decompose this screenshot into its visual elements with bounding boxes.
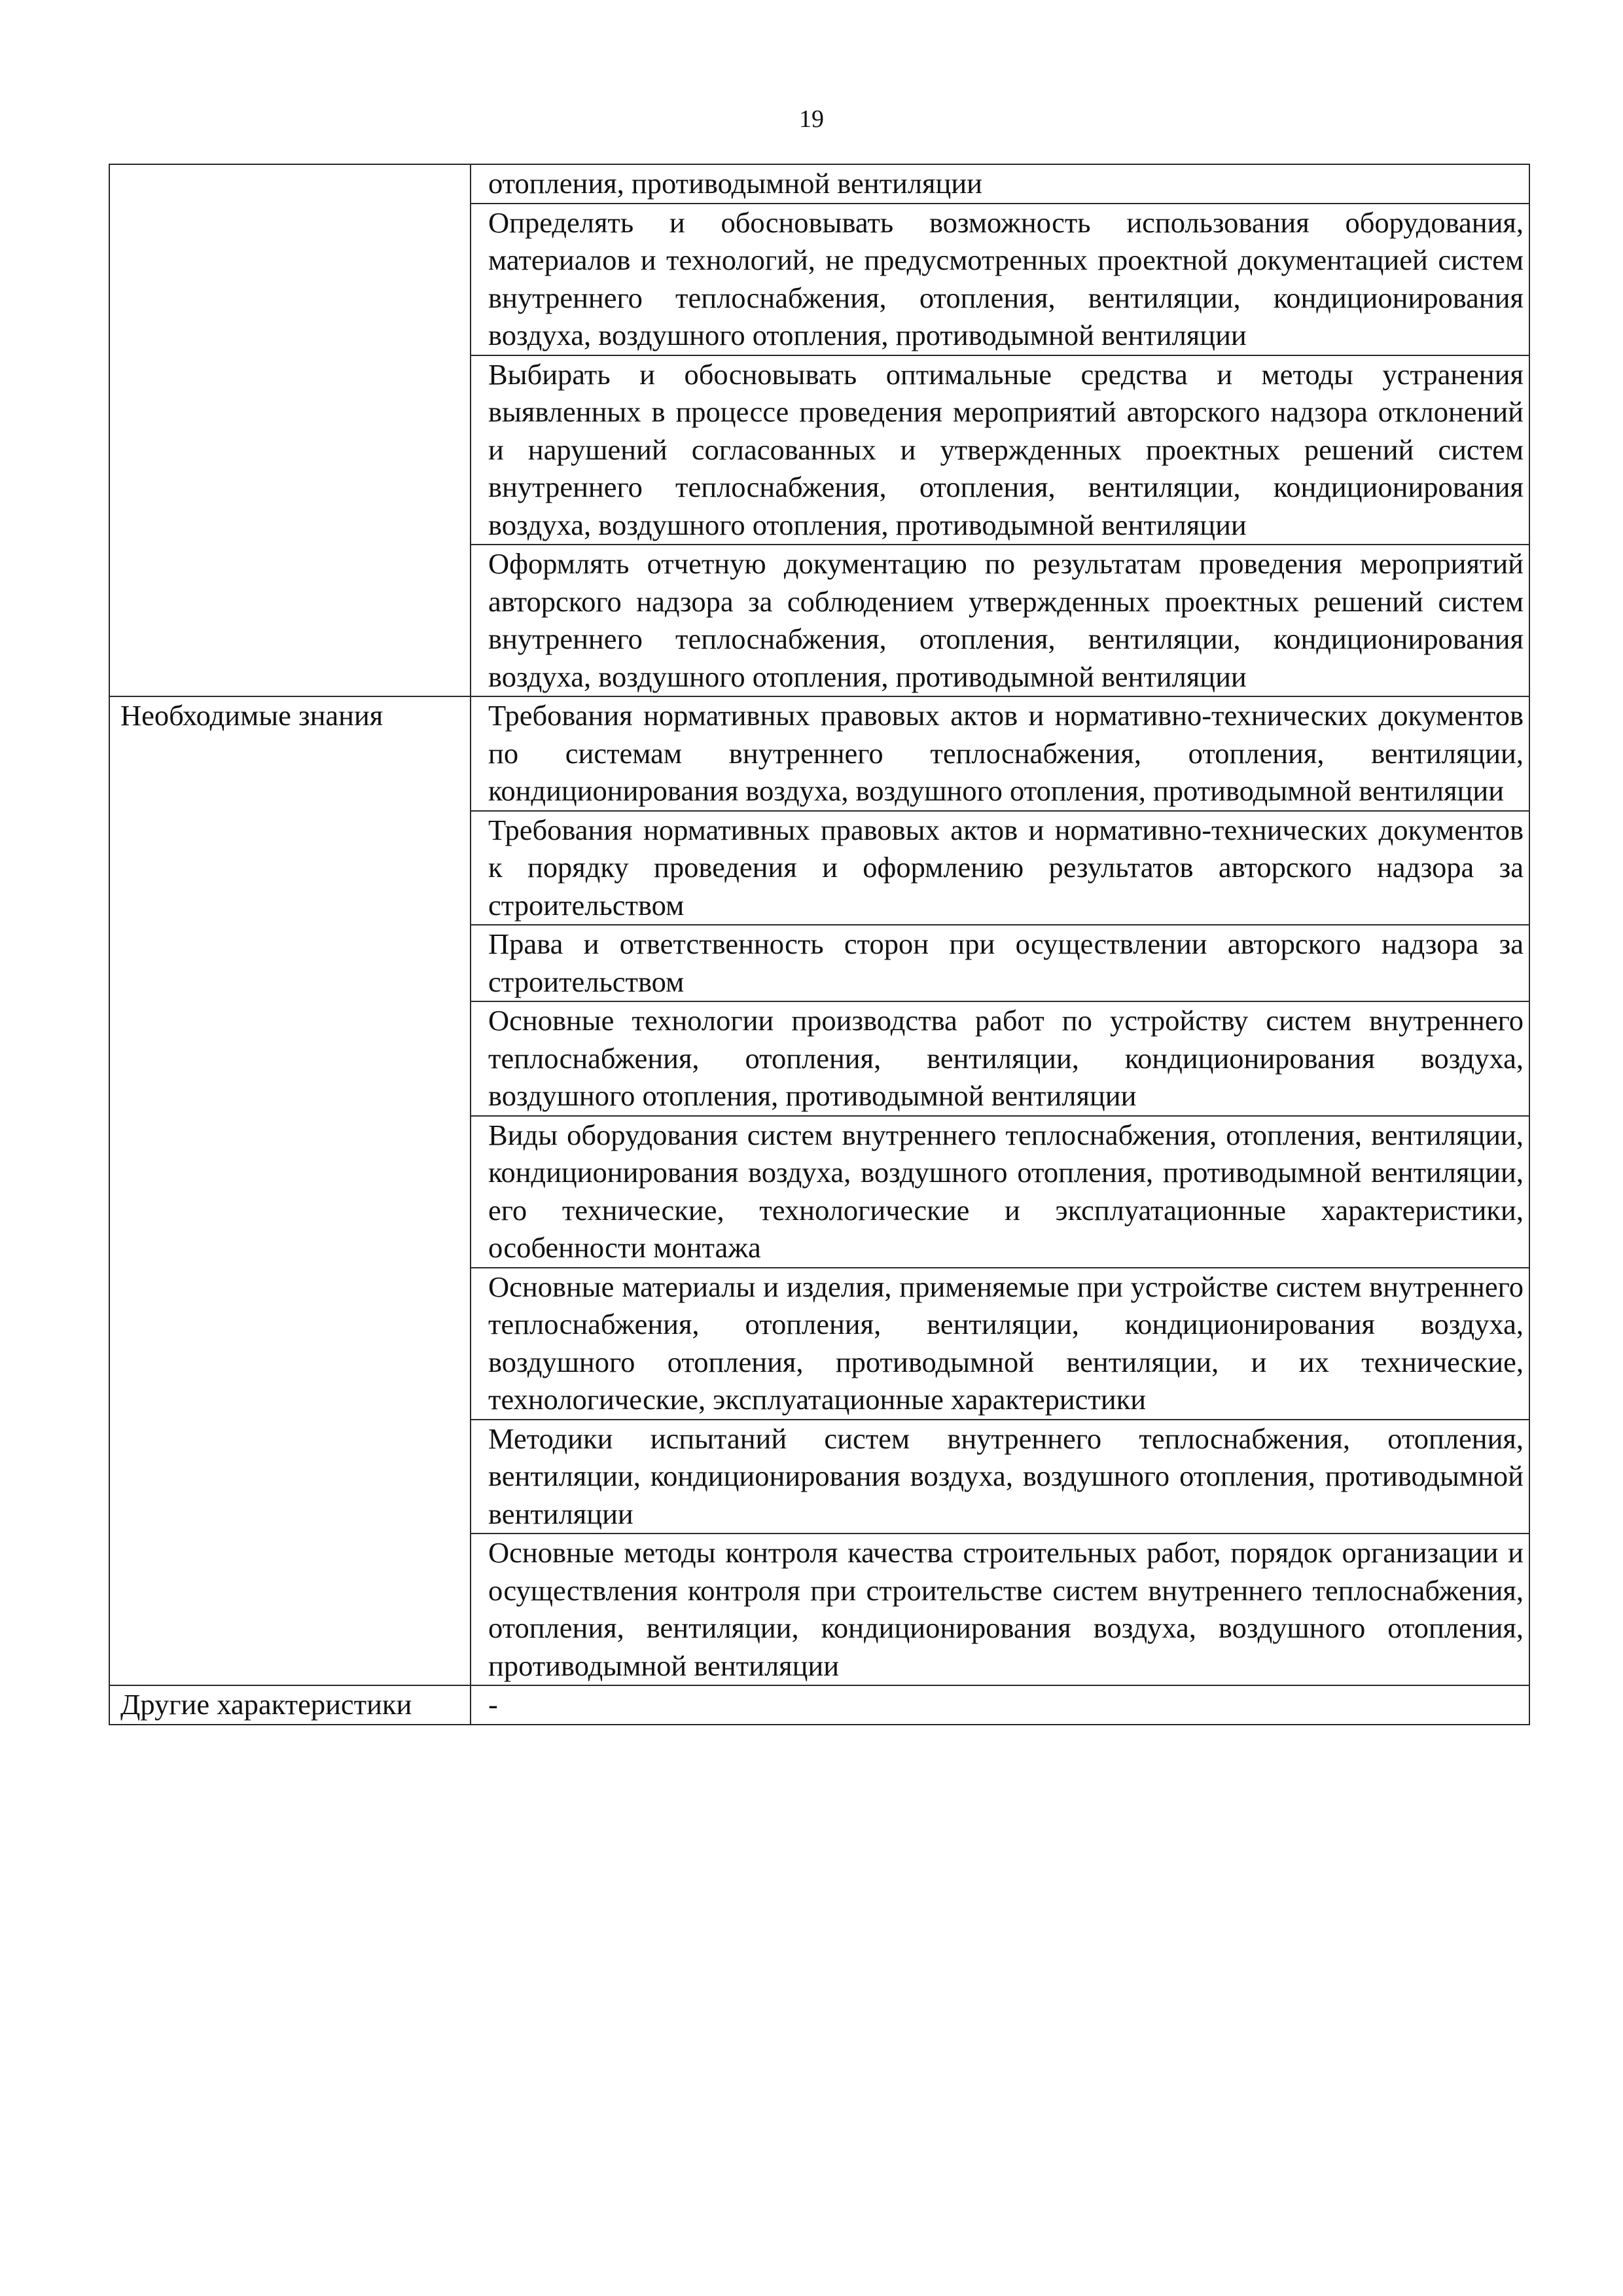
other-item: - — [471, 1685, 1529, 1725]
knowledge-item: Основные технологии производства работ по устройству систем внутреннего теплоснабжения, отопления, вентиляции, кондиционирования воздуха, воздушного отопления, противодымной вентиляции — [471, 1001, 1529, 1116]
knowledge-item: Виды оборудования систем внутреннего теплоснабжения, отопления, вентиляции, кондиционирования воздуха, воздушного отопления, противодымной вентиляции, его технические, технологические и эксплуатационные характеристики, особенности монтажа — [471, 1116, 1529, 1268]
knowledge-label-cell — [109, 696, 471, 1685]
skill-item: Определять и обосновывать возможность использования оборудования, материалов и технологий, не предусмотренных проектной документацией систем внутреннего теплоснабжения, отопления, вентиляции, кондиционирования воздуха, воздушного отопления, противодымной вентиляции — [471, 204, 1529, 355]
table-row — [109, 164, 1529, 204]
knowledge-item: Требования нормативных правовых актов и нормативно-технических документов по системам внутреннего теплоснабжения, отопления, вентиляции, кондиционирования воздуха, воздушного отопления, противодымной вентиляции — [471, 696, 1529, 811]
knowledge-label: Необходимые знания — [120, 699, 383, 732]
other-label-cell — [109, 1685, 471, 1725]
skills-label-cell — [109, 164, 471, 696]
skill-item: Выбирать и обосновывать оптимальные средства и методы устранения выявленных в процессе проведения мероприятий авторского надзора отклонений и нарушений согласованных и утвержденных проектных решений систем внутреннего теплоснабжения, отопления, вентиляции, кондиционирования воздуха, воздушного отопления, противодымной вентиляции — [471, 355, 1529, 545]
knowledge-item: Требования нормативных правовых актов и нормативно-технических документов к порядку проведения и оформлению результатов авторского надзора за строительством — [471, 811, 1529, 925]
other-label: Другие характеристики — [120, 1688, 412, 1721]
knowledge-item: Основные материалы и изделия, применяемые при устройстве систем внутреннего теплоснабжения, отопления, вентиляции, кондиционирования воздуха, воздушного отопления, противодымной вентиляции, и их технические, технологические, эксплуатационные характеристики — [471, 1268, 1529, 1420]
skill-item: Оформлять отчетную документацию по результатам проведения мероприятий авторского надзора за соблюдением утвержденных проектных решений систем внутреннего теплоснабжения, отопления, вентиляции, кондиционирования воздуха, воздушного отопления, противодымной вентиляции — [471, 545, 1529, 696]
knowledge-item: Основные методы контроля качества строительных работ, порядок организации и осуществления контроля при строительстве систем внутреннего теплоснабжения, отопления, вентиляции, кондиционирования воздуха, воздушного отопления, противодымной вентиляции — [471, 1534, 1529, 1685]
table-row — [109, 696, 1529, 811]
table-row — [109, 1685, 1529, 1725]
competency-table — [109, 164, 1530, 1725]
page-number: 19 — [799, 105, 824, 133]
skill-item: отопления, противодымной вентиляции — [471, 164, 1529, 204]
knowledge-item: Методики испытаний систем внутреннего теплоснабжения, отопления, вентиляции, кондиционирования воздуха, воздушного отопления, противодымной вентиляции — [471, 1420, 1529, 1534]
knowledge-item: Права и ответственность сторон при осуществлении авторского надзора за строительством — [471, 925, 1529, 1001]
